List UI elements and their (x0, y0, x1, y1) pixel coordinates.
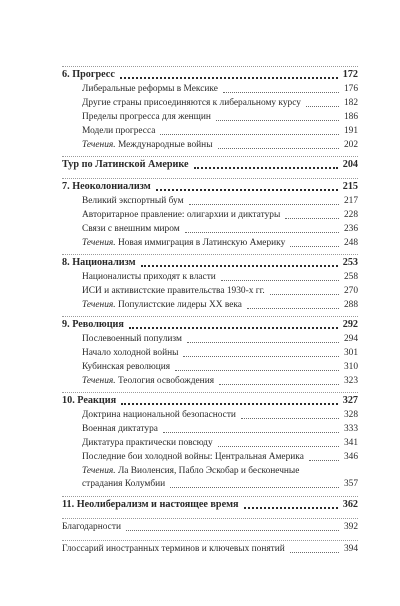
divider (62, 156, 358, 157)
page-number: 346 (343, 452, 358, 462)
page-number: 202 (343, 140, 358, 150)
entry-label: Течения. (82, 140, 116, 150)
leader-dots (156, 189, 338, 191)
toc-entry[interactable] (82, 83, 358, 96)
leader-dots (219, 384, 339, 385)
entry-title (82, 299, 242, 312)
toc-entry[interactable] (82, 347, 358, 360)
entry-title: Другие страны присоединяются к либеральному курсу (82, 98, 301, 108)
page-number: 323 (343, 376, 358, 386)
entry-title: Глоссарий иностранных терминов и ключевых понятий (62, 544, 285, 554)
page-number: 341 (343, 438, 358, 448)
toc-entry[interactable] (82, 223, 358, 236)
leader-dots (187, 342, 339, 343)
entry-text: Новая иммиграция в Латинскую Америку (115, 238, 286, 248)
leader-dots (121, 403, 338, 405)
page-number: 248 (343, 238, 358, 248)
leader-dots (270, 294, 339, 295)
toc-glossary[interactable] (62, 543, 358, 556)
chapter-title: 8. Национализм (62, 257, 136, 268)
divider (62, 316, 358, 317)
toc-entry[interactable] (82, 361, 358, 374)
toc-entry[interactable] (82, 409, 358, 422)
entry-title: Либеральные реформы в Мексике (82, 84, 218, 94)
toc-entry[interactable] (82, 125, 358, 138)
leader-dots (170, 487, 339, 488)
toc-entry[interactable] (82, 423, 358, 436)
leader-dots (244, 507, 338, 509)
entry-title: Пределы прогресса для женщин (82, 112, 211, 122)
page-number: 228 (343, 210, 358, 220)
entry-text: Ла Виоленсия, Пабло Эскобар и бесконечные (115, 466, 300, 476)
leader-dots (183, 356, 339, 357)
page-number: 253 (342, 257, 358, 268)
toc-entry[interactable] (82, 271, 358, 284)
toc-entry[interactable] (82, 195, 358, 208)
page-number: 292 (342, 319, 358, 330)
leader-dots (221, 280, 339, 281)
entry-title: Авторитарное правление: олигархии и диктатуры (82, 210, 281, 220)
page-number: 301 (343, 348, 358, 358)
page-number: 172 (342, 69, 358, 80)
leader-dots (309, 460, 339, 461)
leader-dots (189, 204, 339, 205)
entry-title: Кубинская революция (82, 362, 171, 372)
entry-text: Популистские лидеры XX века (115, 300, 242, 310)
leader-dots (306, 106, 339, 107)
entry-title: Благодарности (62, 522, 121, 532)
divider (62, 66, 358, 67)
leader-dots (175, 370, 339, 371)
leader-dots (126, 530, 339, 531)
entry-label: Течения. (82, 238, 116, 248)
leader-dots (216, 120, 339, 121)
toc-entry[interactable] (82, 285, 358, 298)
leader-dots (194, 167, 338, 169)
page-number: 327 (342, 395, 358, 406)
toc-chapter-6[interactable] (62, 68, 358, 82)
entry-title (82, 375, 214, 388)
page-number: 186 (343, 112, 358, 122)
entry-title: Доктрина национальной безопасности (82, 410, 236, 420)
chapter-title: 10. Реакция (62, 395, 117, 406)
leader-dots (247, 308, 339, 309)
toc-acknowledgements[interactable] (62, 521, 358, 534)
entry-text: Теология освобождения (115, 376, 215, 386)
page-number: 204 (342, 159, 358, 170)
leader-dots (141, 265, 338, 267)
chapter-title: Тур по Латинской Америке (62, 159, 189, 170)
page-number: 176 (343, 84, 358, 94)
chapter-title: 11. Неолиберализм и настоящее время (62, 499, 239, 510)
chapter-title: 7. Неоколониализм (62, 181, 151, 192)
chapter-title: 6. Прогресс (62, 69, 115, 80)
leader-dots (218, 148, 339, 149)
page-number: 182 (343, 98, 358, 108)
entry-title: Модели прогресса (82, 126, 156, 136)
entry-title (82, 237, 285, 250)
toc-entry[interactable] (82, 139, 358, 152)
divider (62, 178, 358, 179)
divider (62, 254, 358, 255)
leader-dots (223, 92, 339, 93)
entry-title: Послевоенный популизм (82, 334, 182, 344)
toc-tour[interactable] (62, 158, 358, 172)
divider (62, 518, 358, 519)
toc-entry[interactable] (82, 299, 358, 312)
toc-chapter-9[interactable] (62, 318, 358, 332)
page-number: 191 (343, 126, 358, 136)
page-number: 333 (343, 424, 358, 434)
leader-dots (290, 552, 339, 553)
leader-dots (120, 77, 338, 79)
page-number: 294 (343, 334, 358, 344)
page-number: 328 (343, 410, 358, 420)
toc-entry[interactable] (82, 478, 358, 491)
entry-label: Течения. (82, 376, 116, 386)
divider (62, 540, 358, 541)
entry-title: Начало холодной войны (82, 348, 179, 358)
page-number: 362 (342, 499, 358, 510)
toc-entry[interactable] (82, 97, 358, 110)
toc-entry[interactable] (82, 237, 358, 250)
toc-entry[interactable] (82, 111, 358, 124)
entry-text: Международные войны (115, 140, 213, 150)
toc-entry[interactable] (82, 375, 358, 388)
toc-chapter-7[interactable] (62, 180, 358, 194)
divider (62, 496, 358, 497)
leader-dots (290, 246, 339, 247)
entry-title-continued: страдания Колумбии (82, 479, 166, 489)
entry-title (82, 139, 213, 152)
leader-dots (285, 218, 339, 219)
leader-dots (129, 327, 338, 329)
leader-dots (160, 134, 339, 135)
page-number: 236 (343, 224, 358, 234)
entry-label: Течения. (82, 300, 116, 310)
entry-title: Последние бои холодной войны: Центральная Америка (82, 452, 304, 462)
page-number: 357 (343, 479, 358, 489)
toc-entry-first-line[interactable] (82, 465, 299, 478)
entry-title: Великий экспортный бум (82, 196, 184, 206)
page-number: 392 (343, 522, 358, 532)
toc-chapter-8[interactable] (62, 256, 358, 270)
leader-dots (241, 418, 339, 419)
chapter-title: 9. Революция (62, 319, 124, 330)
toc-chapter-10[interactable] (62, 394, 358, 408)
leader-dots (163, 432, 339, 433)
leader-dots (185, 232, 339, 233)
page-number: 215 (342, 181, 358, 192)
page-number: 217 (343, 196, 358, 206)
page-number: 258 (343, 272, 358, 282)
entry-title: Диктатура практически повсюду (82, 438, 213, 448)
page-number: 310 (343, 362, 358, 372)
divider (62, 392, 358, 393)
entry-label: Течения. (82, 466, 116, 476)
entry-title: Связи с внешним миром (82, 224, 180, 234)
toc-entry[interactable] (82, 209, 358, 222)
entry-title: ИСИ и активистские правительства 1930-х гг. (82, 286, 265, 296)
toc-chapter-11[interactable] (62, 498, 358, 512)
toc-entry[interactable] (82, 437, 358, 450)
toc-entry[interactable] (82, 333, 358, 346)
entry-title: Националисты приходят к власти (82, 272, 216, 282)
leader-dots (218, 446, 339, 447)
entry-title: Военная диктатура (82, 424, 158, 434)
page-number: 394 (343, 544, 358, 554)
page-number: 288 (343, 300, 358, 310)
toc-entry[interactable] (82, 451, 358, 464)
page-number: 270 (343, 286, 358, 296)
